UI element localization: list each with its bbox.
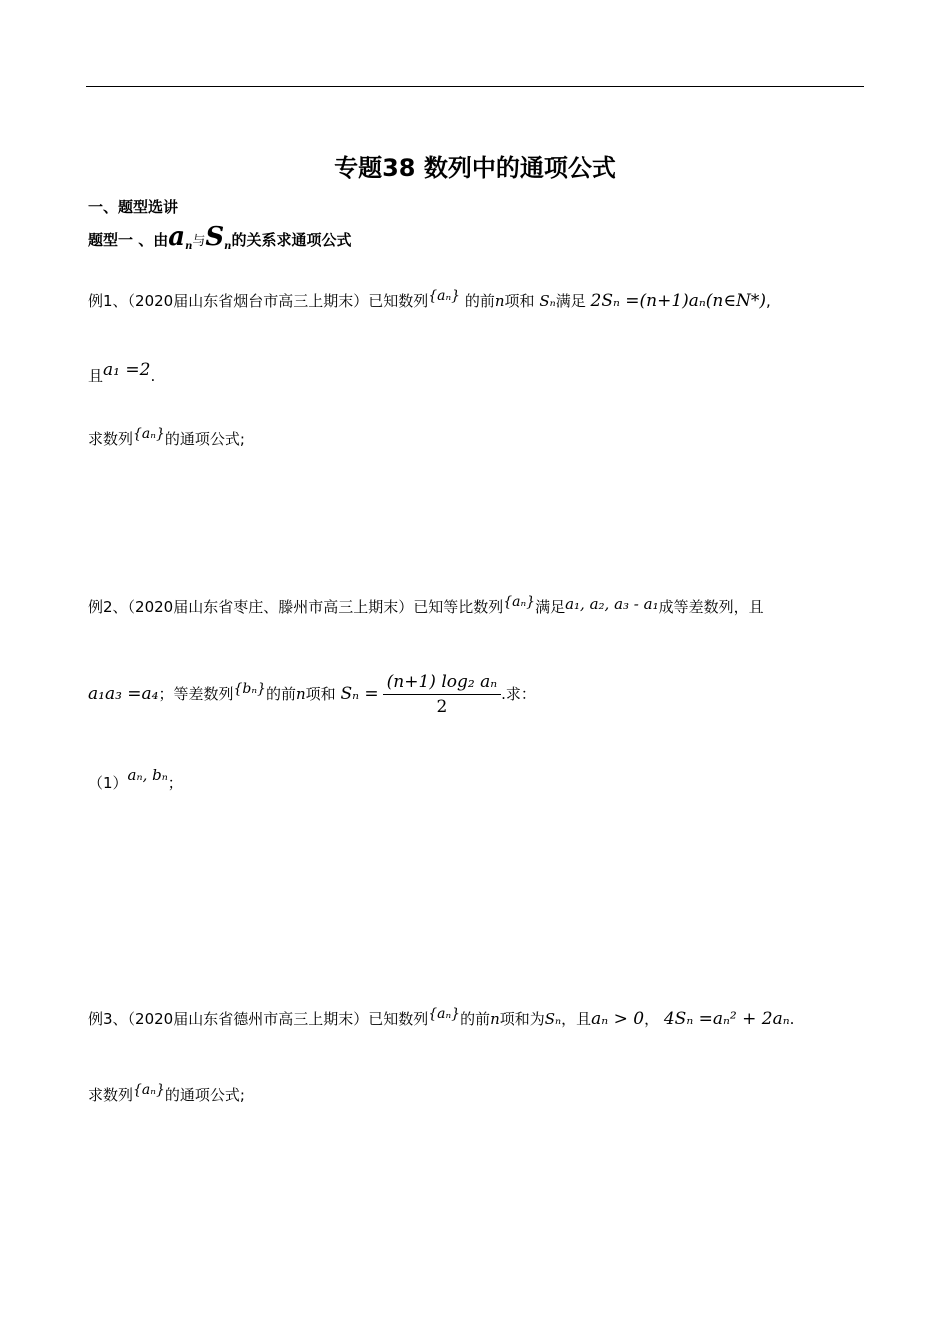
ex1-question: 求数列{aₙ}的通项公式; — [88, 426, 245, 448]
ex2-statement: 例2、（2020届山东省枣庄、滕州市高三上期末）已知等比数列{aₙ}满足a₁, a₂, a₃ - a₁成等差数列，且 — [88, 594, 764, 616]
ex1-formula: 2Sₙ =(n+1)aₙ(n∈N*) — [590, 291, 766, 311]
ex3-statement: 例3、（2020届山东省德州市高三上期末）已知数列{aₙ}的前n项和为Sₙ，且aₙ > 0， 4Sₙ =aₙ² + 2aₙ. — [88, 1006, 795, 1029]
ex3-question: 求数列{aₙ}的通项公式; — [88, 1082, 245, 1104]
ex2-condition: a₁a₃ =a₄；等差数列{bₙ}的前n项和 Sₙ = $\frac{\text{(n+1) log₂ aₙ}}{2}$ .求： — [88, 672, 536, 717]
type1-heading: 题型一 、由$a_n$与$S_n$的关系求通项公式 — [88, 222, 352, 252]
ex2-fraction: $\frac{\text{(n+1) log₂ aₙ}}{2}$ — [383, 672, 501, 717]
page-title: 专题38 数列中的通项公式 — [334, 154, 616, 182]
ex1-statement: 例1、（2020届山东省烟台市高三上期末）已知数列{aₙ} 的前n项和 Sₙ满足 2Sₙ =(n+1)aₙ(n∈N*), — [88, 288, 771, 311]
ex2-part1: （1）aₙ, bₙ； — [88, 766, 183, 792]
ex1-seq: {aₙ} — [428, 288, 461, 304]
section-heading: 一、题型选讲 — [88, 198, 179, 216]
ex1-condition: 且a₁ =2. — [88, 360, 156, 385]
header-rule — [86, 86, 864, 87]
